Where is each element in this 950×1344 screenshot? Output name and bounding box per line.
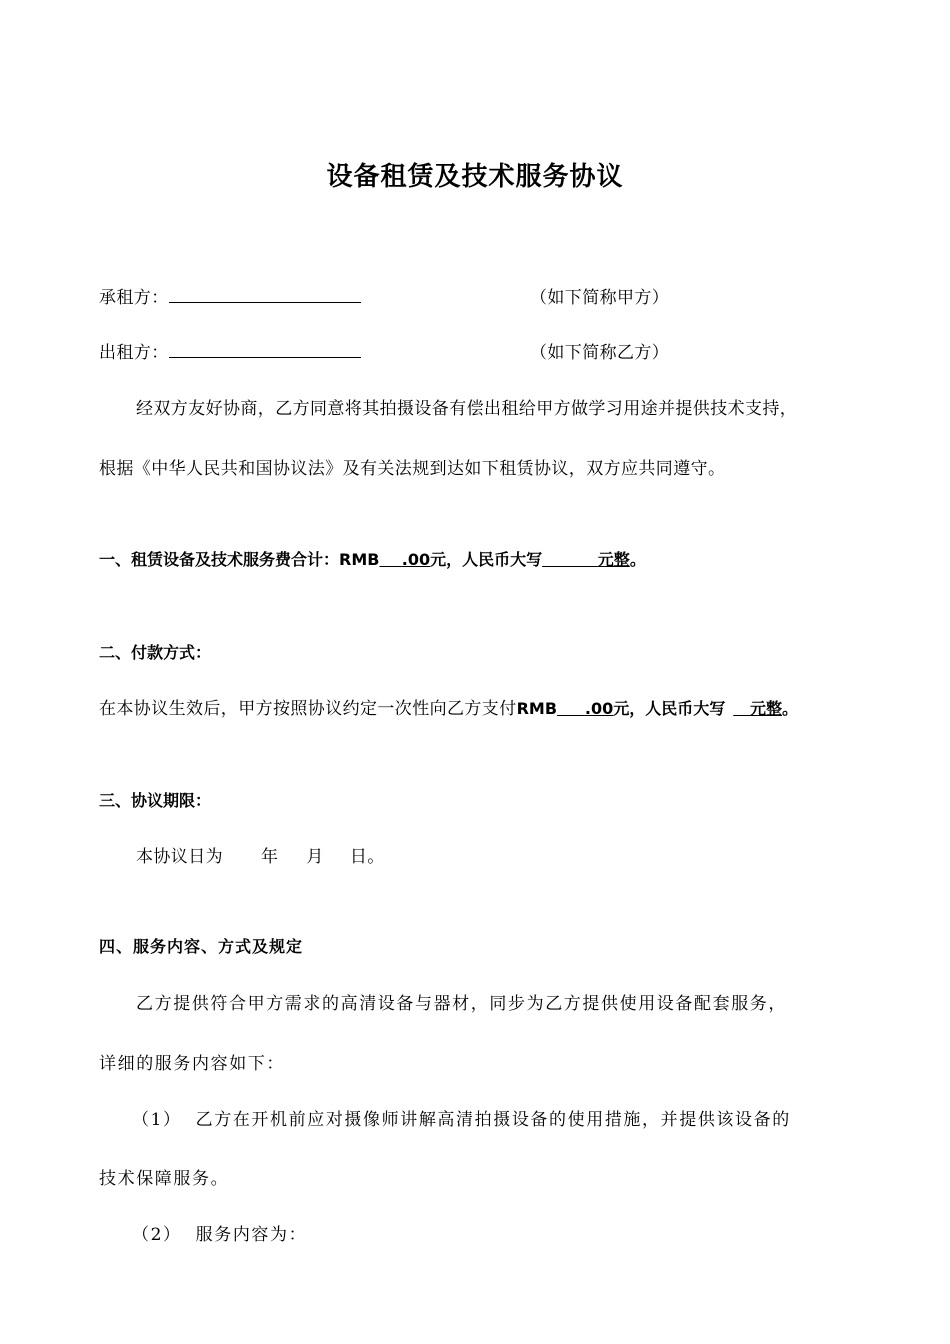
section-2-caps-blank[interactable] (733, 699, 750, 718)
item-1-line-2: 技术保障服务。 (99, 1169, 230, 1189)
intro-line-2: 根据《中华人民共和国协议法》及有关法规到达如下租赁协议，双方应共同遵守。 (99, 459, 726, 479)
lessor-row (99, 338, 361, 363)
section-2-end: 。 (782, 699, 799, 718)
section-2-amount-blank[interactable] (557, 699, 585, 718)
section-1-caps-suffix: 元整 (597, 550, 630, 569)
item-1-text: 乙方在开机前应对摄像师讲解高清拍摄设备的使用措施，并提供该设备的 (195, 1110, 791, 1130)
lessor-blank[interactable] (169, 339, 361, 358)
item-2-line (132, 1220, 307, 1245)
section-1-end: 。 (629, 550, 646, 569)
term-prefix: 本协议日为 (136, 847, 223, 867)
section-2-heading: 二、付款方式： (99, 643, 212, 662)
section-4-para-line-2: 详细的服务内容如下： (99, 1054, 285, 1074)
lessee-row (99, 283, 361, 308)
section-2-caps-suffix: 元整 (749, 699, 782, 718)
lessee-label: 承租方： (99, 288, 169, 308)
document-title: 设备租赁及技术服务协议 (326, 162, 624, 192)
section-2-text: 在本协议生效后，甲方按照协议约定一次性向乙方支付 (99, 699, 517, 719)
section-1-yuan: 元，人民币大写 (430, 550, 543, 569)
section-3-heading: 三、协议期限： (99, 791, 212, 810)
section-1-caps-blank[interactable] (542, 550, 598, 569)
item-2-text: 服务内容为： (195, 1225, 308, 1245)
intro-line-1: 经双方友好协商，乙方同意将其拍摄设备有偿出租给甲方做学习用途并提供技术支持， (136, 399, 798, 419)
section-2-amount-suffix: .00 (584, 699, 614, 718)
lessor-label: 出租方： (99, 343, 169, 363)
item-2-number: （2） (132, 1225, 182, 1245)
section-1-prefix: 一、租赁设备及技术服务费合计：RMB (99, 550, 380, 569)
section-3-line (136, 842, 385, 867)
section-2-rmb: RMB (516, 699, 558, 718)
section-2-yuan: 元，人民币大写 (613, 699, 726, 718)
lessee-blank[interactable] (169, 284, 361, 303)
term-day: 日。 (349, 847, 385, 867)
item-1-number: （1） (132, 1110, 182, 1130)
section-1-amount-suffix: .00 (401, 550, 431, 569)
lessor-note: （如下简称乙方） (530, 343, 670, 363)
term-year: 年 (261, 847, 279, 867)
section-4-para-line-1: 乙方提供符合甲方需求的高清设备与器材，同步为乙方提供使用设备配套服务， (136, 994, 787, 1014)
section-4-heading: 四、服务内容、方式及规定 (99, 937, 304, 956)
section-1-amount-blank[interactable] (379, 550, 401, 569)
item-1-line-1 (132, 1105, 791, 1130)
lessee-note: （如下简称甲方） (530, 288, 670, 308)
section-1-line (99, 547, 646, 570)
section-2-line (99, 694, 798, 719)
term-month: 月 (306, 847, 324, 867)
